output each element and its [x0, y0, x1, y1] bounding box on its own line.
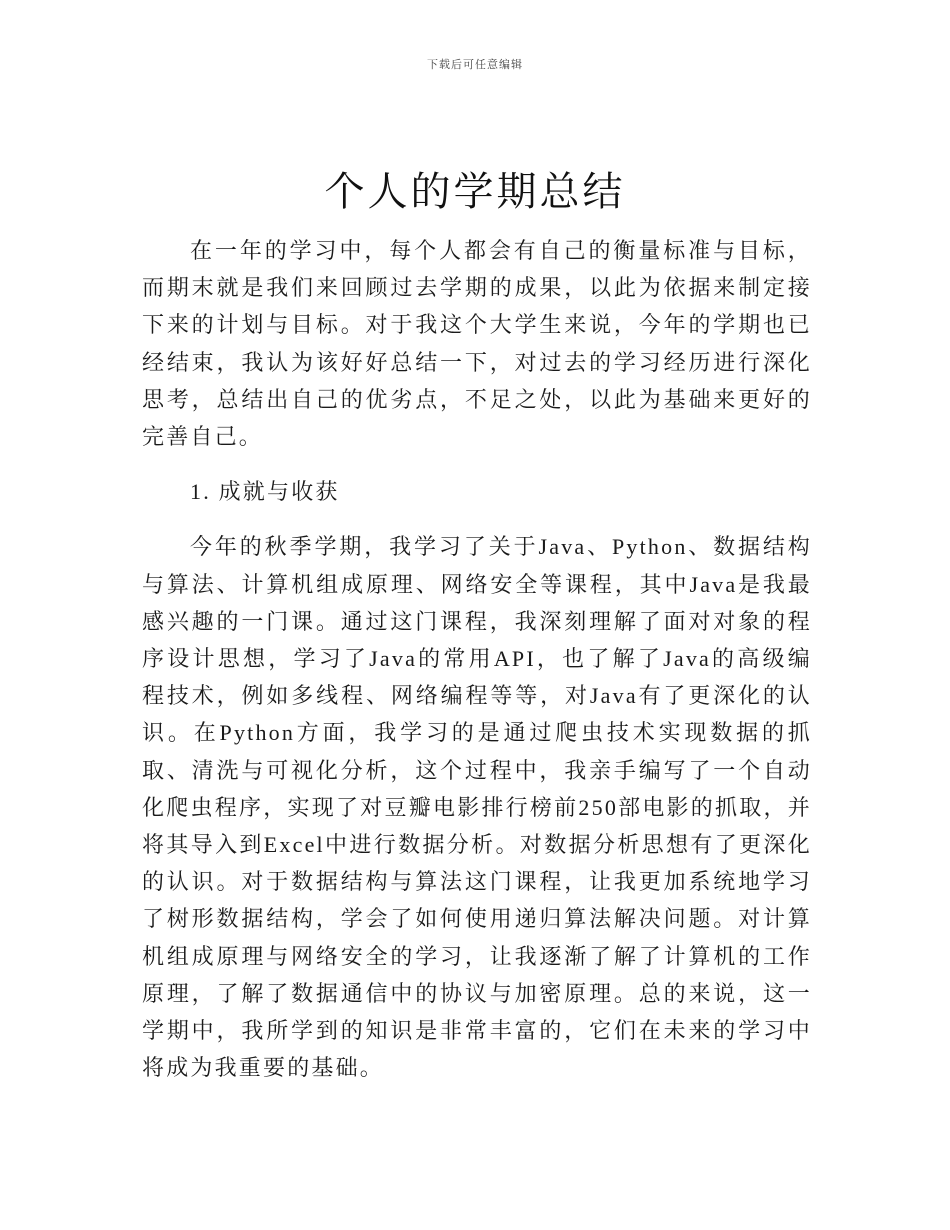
document-body [142, 232, 812, 1086]
page-header-note: 下载后可任意编辑 [427, 58, 523, 71]
intro-paragraph: 在一年的学习中，每个人都会有自己的衡量标准与目标，而期末就是我们来回顾过去学期的成果，以此为依据来制定接下来的计划与目标。对于我这个大学生来说，今年的学期也已经结束，我认为该好好总结一下，对过去的学习经历进行深化思考，总结出自己的优劣点，不足之处，以此为基础来更好的完善自己。 [142, 238, 812, 450]
document-title: 个人的学期总结 [324, 169, 626, 215]
achievements-paragraph: 今年的秋季学期，我学习了关于Java、Python、数据结构与算法、计算机组成原理、网络安全等课程，其中Java是我最感兴趣的一门课。通过这门课程，我深刻理解了面对对象的程序设计思想，学习了Java的常用API，也了解了Java的高级编程技术，例如多线程、网络编程等等，对Java有了更深化的认识。在Python方面，我学习的是通过爬虫技术实现数据的抓取、清洗与可视化分析，这个过程中，我亲手编写了一个自动化爬虫程序，实现了对豆瓣电影排行榜前250部电影的抓取，并将其导入到Excel中进行数据分析。对数据分析思想有了更深化的认识。对于数据结构与算法这门课程，让我更加系统地学习了树形数据结构，学会了如何使用递归算法解决问题。对计算机组成原理与网络安全的学习，让我逐渐了解了计算机的工作原理，了解了数据通信中的协议与加密原理。总的来说，这一学期中，我所学到的知识是非常丰富的，它们在未来的学习中将成为我重要的基础。 [142, 534, 812, 1081]
section-heading-achievements: 1. 成就与收获 [190, 479, 340, 505]
